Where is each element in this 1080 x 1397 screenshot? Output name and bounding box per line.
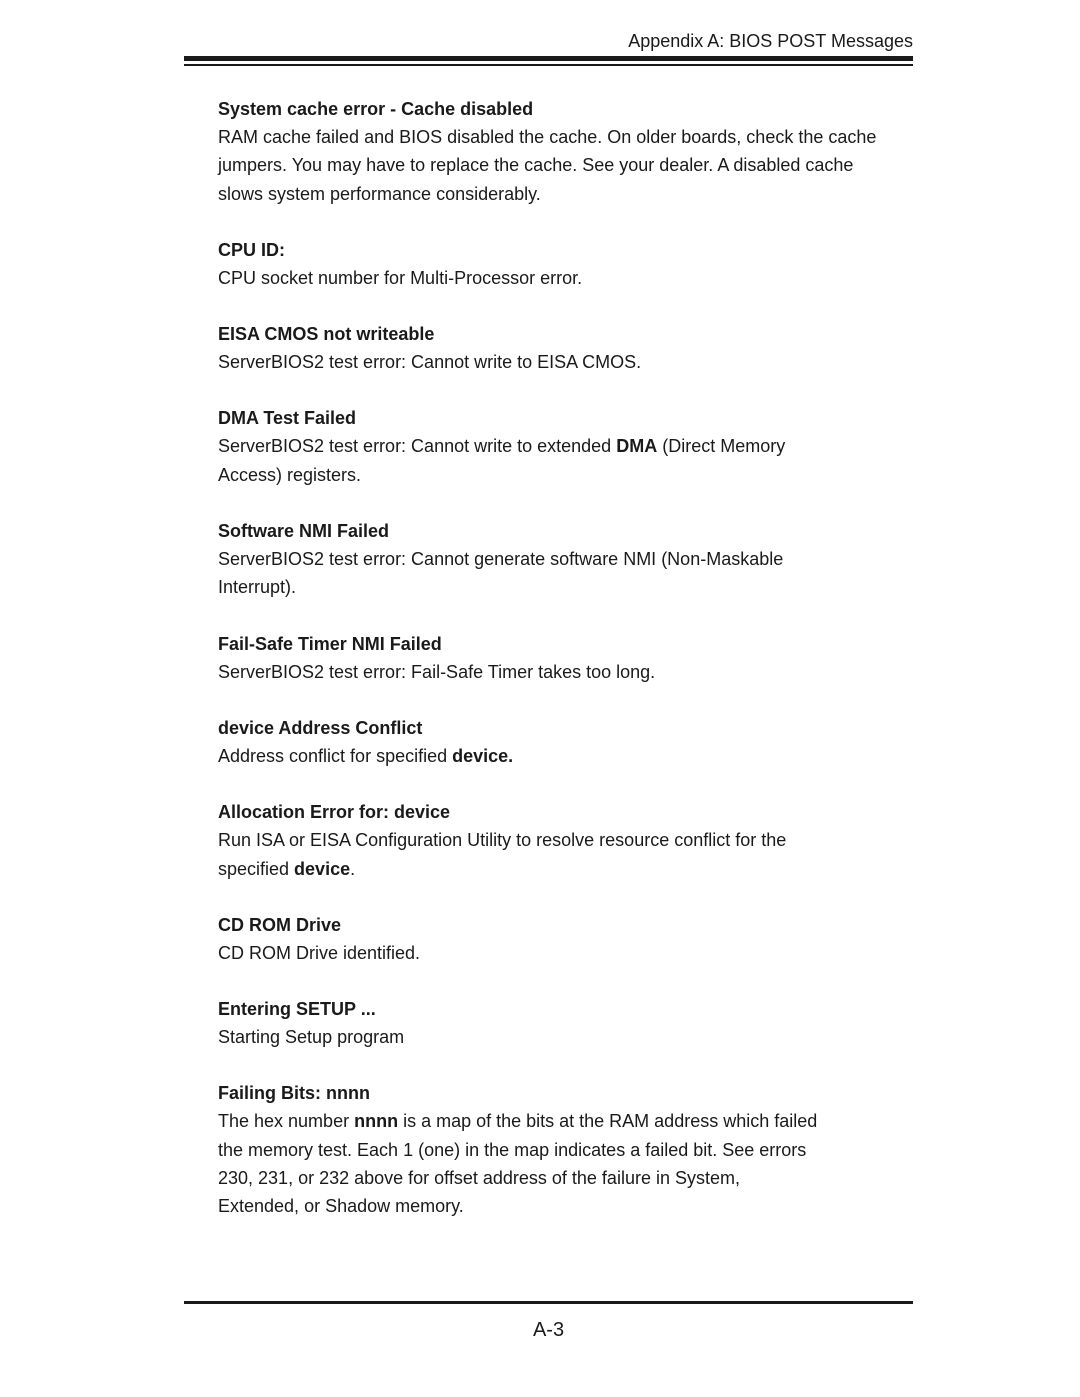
- description-text: .: [350, 858, 356, 879]
- message-heading: Fail-Safe Timer NMI Failed: [218, 633, 442, 654]
- description-text: Run ISA or EISA Configuration Utility to resolve resource conflict for the: [218, 830, 787, 851]
- header-rule-thin: [184, 64, 913, 66]
- message-heading: CD ROM Drive: [218, 914, 342, 935]
- footer-rule: [184, 1301, 913, 1304]
- message-description-line: [218, 545, 918, 573]
- description-text: Access) registers.: [218, 464, 362, 485]
- message-entry: [218, 320, 918, 376]
- message-entry: [218, 404, 918, 489]
- message-heading: CPU ID:: [218, 239, 285, 260]
- description-text: slows system performance considerably.: [218, 183, 541, 204]
- message-heading: Failing Bits: nnnn: [218, 1083, 370, 1104]
- message-entry: [218, 1079, 918, 1220]
- header-rule-thick: [184, 56, 913, 61]
- message-description-line: [218, 1136, 918, 1164]
- description-text: RAM cache failed and BIOS disabled the cache. On older boards, check the cache: [218, 127, 877, 147]
- message-entry: [218, 95, 918, 208]
- message-heading: Allocation Error for: device: [218, 802, 451, 823]
- message-heading: DMA Test Failed: [218, 408, 357, 429]
- message-description-line: [218, 1192, 918, 1220]
- emphasis-text: DMA: [616, 436, 658, 457]
- message-heading: EISA CMOS not writeable: [218, 324, 435, 345]
- message-description-line: [218, 151, 918, 179]
- message-heading: device Address Conflict: [218, 717, 423, 738]
- message-description-line: [218, 1023, 918, 1051]
- message-description-line: [218, 855, 918, 883]
- description-text: Address conflict for specified: [218, 745, 453, 766]
- message-description-line: [218, 826, 918, 854]
- message-description-line: [218, 658, 918, 686]
- description-text: the memory test. Each 1 (one) in the map indicates a failed bit. See errors: [218, 1139, 807, 1160]
- description-text: The hex number: [218, 1111, 355, 1132]
- description-text: ServerBIOS2 test error: Cannot write to extended: [218, 436, 617, 457]
- message-entry: [218, 995, 918, 1051]
- description-text: jumpers. You may have to replace the cache. See your dealer. A disabled cache: [218, 155, 854, 176]
- message-entry: [218, 798, 918, 883]
- description-text: 230, 231, or 232 above for offset address of the failure in System,: [218, 1168, 740, 1189]
- description-text: CPU socket number for Multi-Processor error.: [218, 267, 583, 288]
- message-heading: Software NMI Failed: [218, 521, 390, 542]
- message-description-line: [218, 573, 918, 601]
- message-entry: [218, 517, 918, 602]
- emphasis-text: device.: [452, 745, 514, 766]
- message-description-line: [218, 123, 918, 151]
- description-text: Interrupt).: [218, 577, 297, 598]
- description-text: Starting Setup program: [218, 1027, 405, 1048]
- description-text: ServerBIOS2 test error: Fail-Safe Timer takes too long.: [218, 661, 656, 682]
- description-text: Extended, or Shadow memory.: [218, 1196, 464, 1217]
- message-description-line: [218, 461, 918, 489]
- message-list: [218, 95, 918, 1249]
- message-entry: [218, 911, 918, 967]
- emphasis-text: device: [294, 858, 351, 879]
- description-text: specified: [218, 858, 295, 879]
- message-description-line: [218, 1164, 918, 1192]
- message-description-line: [218, 348, 918, 376]
- message-heading: Entering SETUP ...: [218, 999, 376, 1020]
- message-heading: System cache error - Cache disabled: [218, 99, 534, 119]
- page-number: A-3: [532, 1319, 565, 1341]
- message-entry: [218, 714, 918, 770]
- message-entry: [218, 236, 918, 292]
- message-description-line: [218, 432, 918, 460]
- description-text: (Direct Memory: [657, 436, 786, 457]
- description-text: ServerBIOS2 test error: Cannot generate software NMI (Non-Maskable: [218, 549, 784, 570]
- message-description-line: [218, 939, 918, 967]
- emphasis-text: nnnn: [354, 1111, 399, 1132]
- description-text: ServerBIOS2 test error: Cannot write to EISA CMOS.: [218, 352, 642, 373]
- message-description-line: [218, 264, 918, 292]
- description-text: CD ROM Drive identified.: [218, 942, 421, 963]
- header-title: Appendix A: BIOS POST Messages: [628, 31, 913, 51]
- message-description-line: [218, 742, 918, 770]
- message-entry: [218, 630, 918, 686]
- description-text: is a map of the bits at the RAM address which failed: [398, 1111, 818, 1132]
- message-description-line: [218, 180, 918, 208]
- message-description-line: [218, 1107, 918, 1135]
